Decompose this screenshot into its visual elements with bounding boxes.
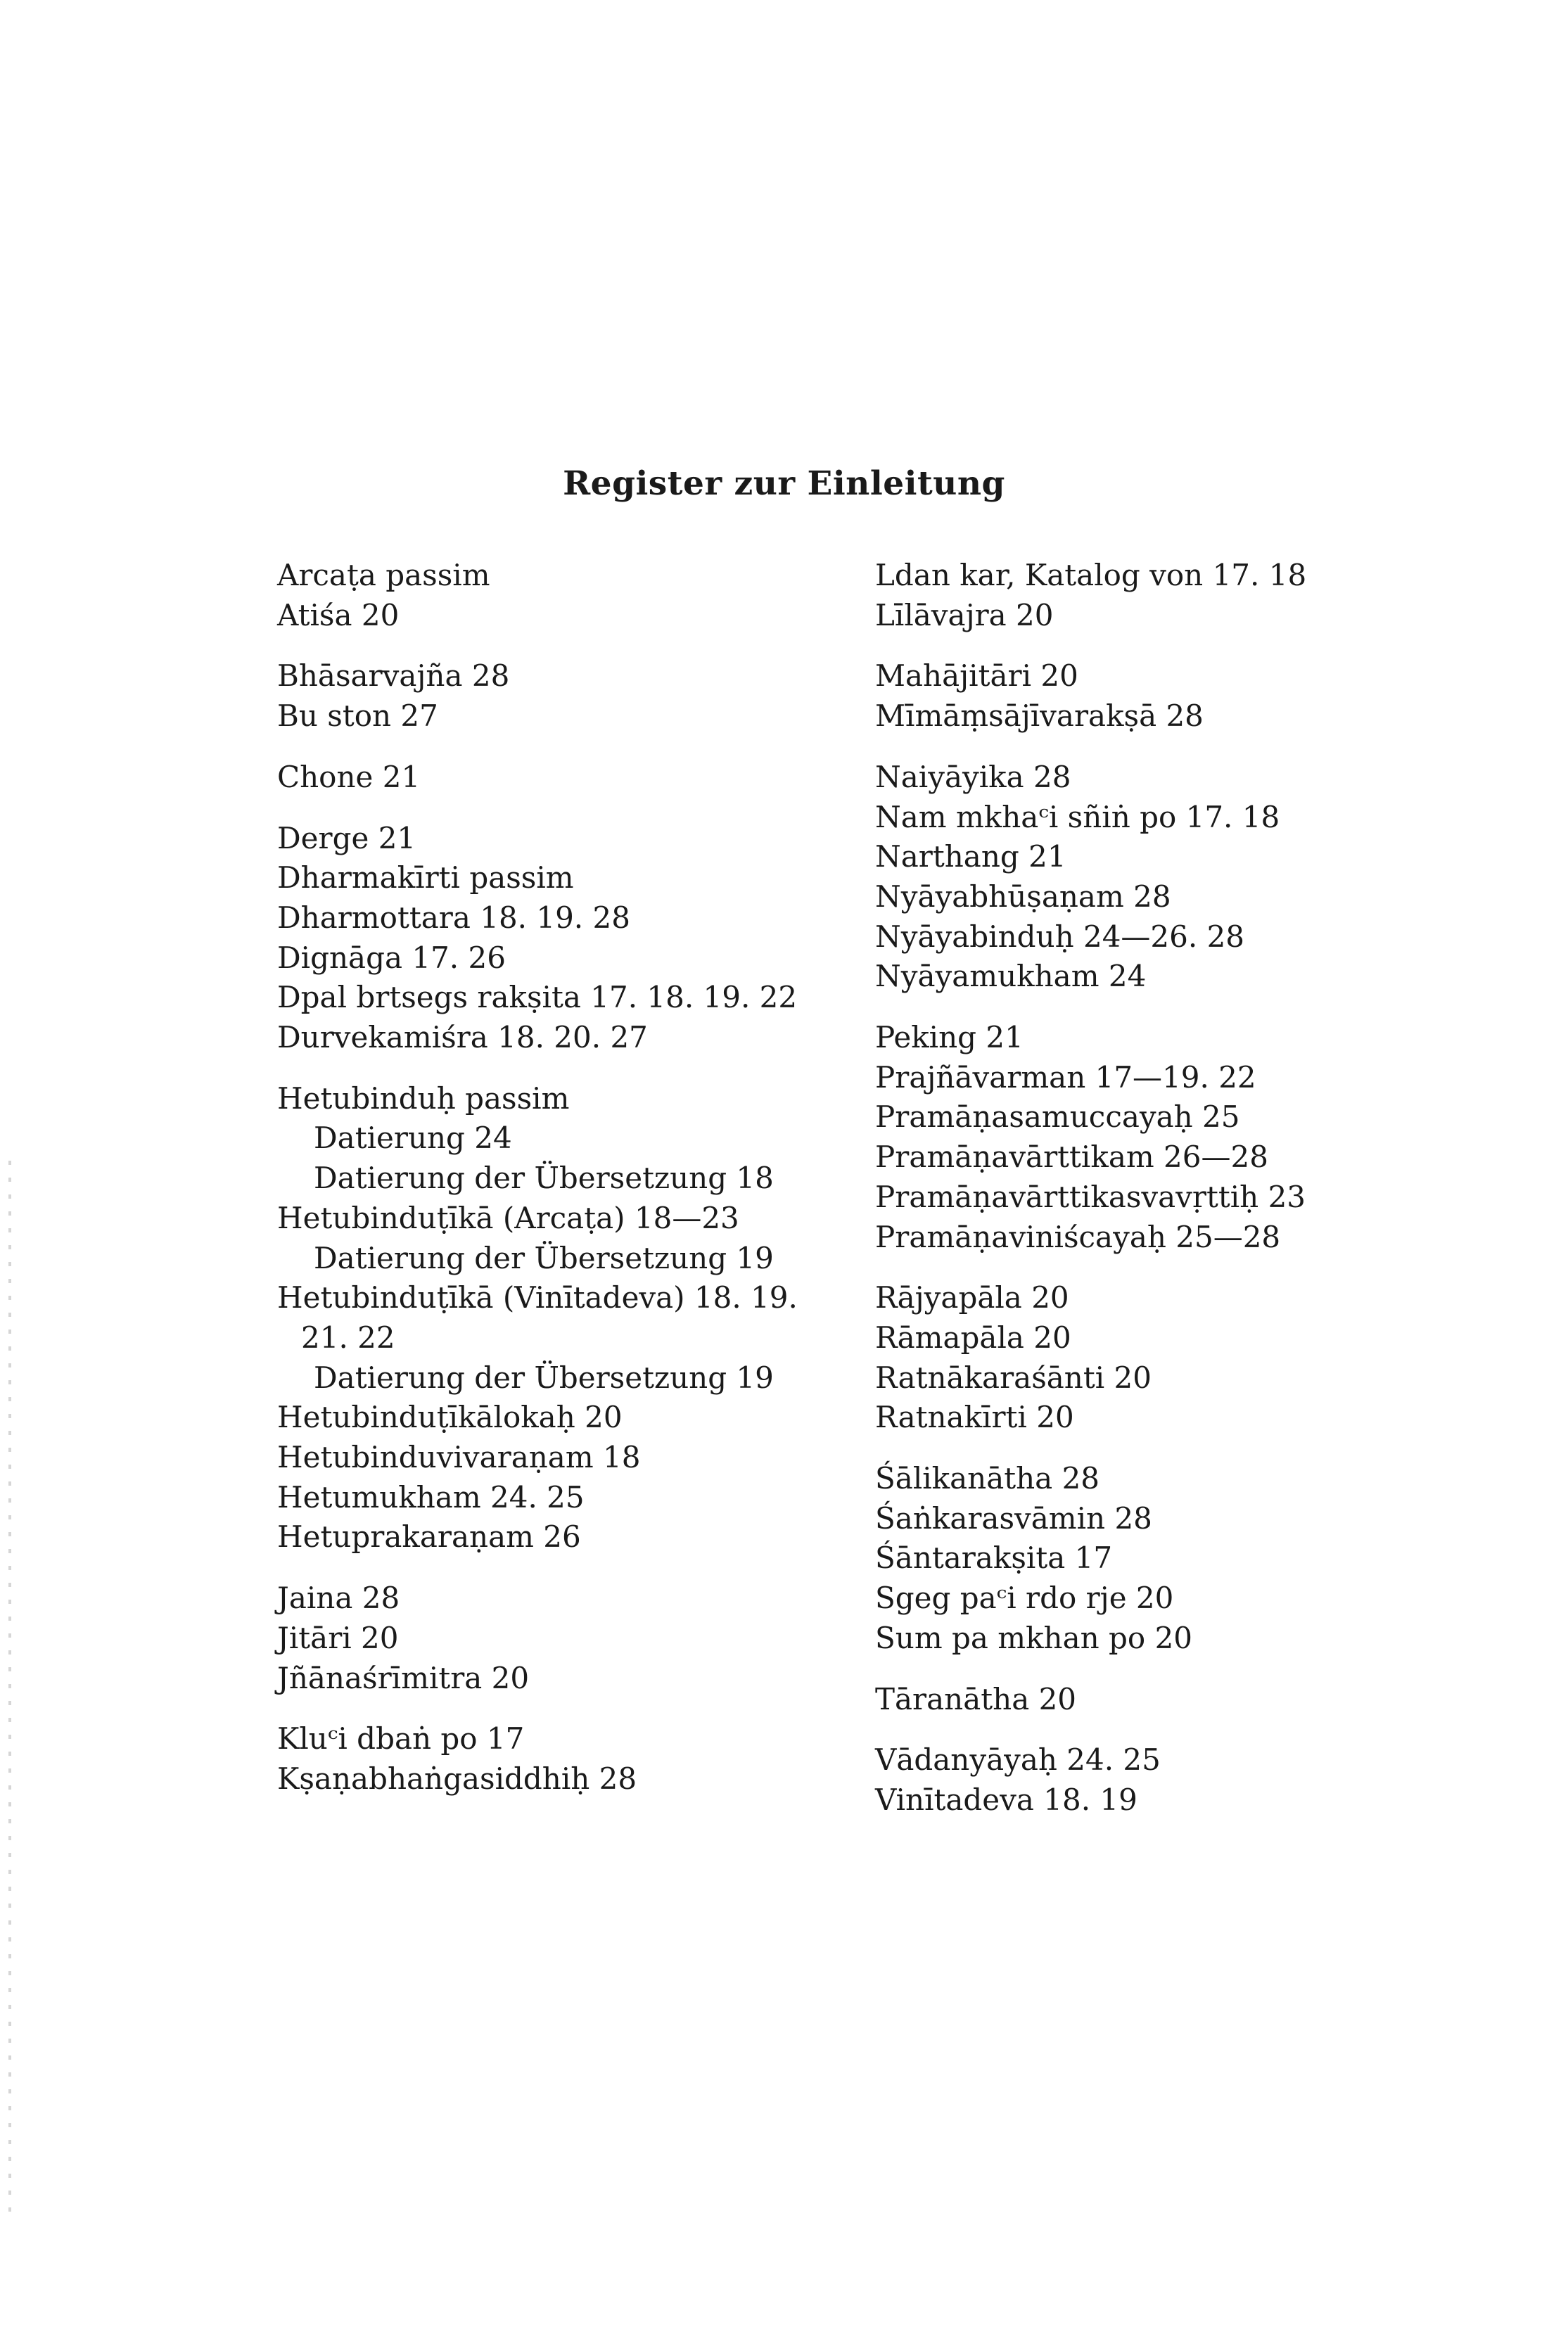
- index-entry: Pramāṇasamuccayaḥ 25: [875, 1099, 1240, 1135]
- index-entry: Dpal brtsegs rakṣita 17. 18. 19. 22: [277, 980, 798, 1015]
- index-entry: Mīmāṃsājīvarakṣā 28: [875, 699, 1204, 734]
- index-entry: Hetubinduṭīkālokaḥ 20: [277, 1400, 623, 1435]
- index-entry: Derge 21: [277, 820, 416, 855]
- index-entry: Naiyāyika 28: [875, 759, 1071, 794]
- index-group-right-4: [875, 1278, 1424, 1438]
- index-group-right-5: [875, 1459, 1424, 1659]
- index-entry: Pramāṇavārttikam 26—28: [875, 1140, 1268, 1175]
- index-column-right: [875, 556, 1424, 1842]
- index-group-left-6: [277, 1719, 868, 1799]
- index-entry: Atiśa 20: [277, 597, 400, 632]
- index-entry: Ratnakīrti 20: [875, 1400, 1074, 1435]
- index-group-right-0: [875, 556, 1424, 635]
- index-entry: Nam mkhaᶜi sñiṅ po 17. 18: [875, 799, 1280, 834]
- index-entry: Jaina 28: [277, 1581, 400, 1616]
- index-group-left-3: [277, 819, 868, 1058]
- index-entry: Narthang 21: [875, 839, 1066, 874]
- index-group-left-5: [277, 1579, 868, 1698]
- index-group-right-7: [875, 1740, 1424, 1820]
- index-entry: Vādanyāyaḥ 24. 25: [875, 1742, 1161, 1778]
- scan-edge-marks: [8, 1161, 11, 2216]
- index-entry: Sum pa mkhan po 20: [875, 1620, 1193, 1655]
- index-entry: Dharmottara 18. 19. 28: [277, 900, 630, 935]
- index-subentry: Datierung der Übersetzung 19: [314, 1360, 774, 1395]
- index-entry: Durvekamiśra 18. 20. 27: [277, 1020, 648, 1055]
- index-entry: Vinītadeva 18. 19: [875, 1782, 1137, 1817]
- index-entry: Prajñāvarman 17—19. 22: [875, 1059, 1256, 1095]
- index-group-left-4: [277, 1079, 868, 1557]
- index-entry: Hetubinduḥ passim: [277, 1080, 570, 1116]
- index-entry: Arcaṭa passim: [277, 558, 490, 592]
- index-entry: Ratnākaraśānti 20: [875, 1360, 1152, 1395]
- index-entry: Jitāri 20: [277, 1620, 399, 1655]
- index-group-left-0: [277, 556, 868, 635]
- index-entry: Kluᶜi dbaṅ po 17: [277, 1721, 525, 1757]
- index-entry: Dignāga 17. 26: [277, 940, 506, 975]
- index-column-left: [277, 556, 868, 1821]
- index-subentry: Datierung der Übersetzung 18: [314, 1161, 774, 1196]
- index-entry: Śālikanātha 28: [875, 1461, 1100, 1496]
- index-entry: Nyāyabinduḥ 24—26. 28: [875, 919, 1245, 954]
- index-entry: Ldan kar, Katalog von 17. 18: [875, 558, 1307, 592]
- index-entry: Hetubinduvivaraṇam 18: [277, 1440, 641, 1475]
- index-entry: Śāntarakṣita 17: [875, 1541, 1113, 1576]
- index-entry: Tāranātha 20: [875, 1681, 1077, 1716]
- index-entry: Sgeg paᶜi rdo rje 20: [875, 1581, 1174, 1616]
- index-entry: Jñānaśrīmitra 20: [277, 1660, 530, 1695]
- index-entry: Mahājitāri 20: [875, 658, 1078, 694]
- index-entry: Hetumukham 24. 25: [277, 1479, 585, 1515]
- index-entry: Peking 21: [875, 1020, 1024, 1055]
- index-entry: Dharmakīrti passim: [277, 860, 574, 895]
- index-entry: Chone 21: [277, 759, 421, 794]
- index-subentry: Datierung 24: [314, 1121, 512, 1156]
- index-entry: Rāmapāla 20: [875, 1320, 1071, 1355]
- index-entry: Pramāṇaviniścayaḥ 25—28: [875, 1219, 1281, 1254]
- index-entry: Līlāvajra 20: [875, 597, 1054, 632]
- page-title: Register zur Einleitung: [563, 464, 1005, 503]
- index-entry: Śaṅkarasvāmin 28: [875, 1500, 1152, 1536]
- index-entry: Nyāyamukham 24: [875, 959, 1147, 994]
- index-entry: Bu ston 27: [277, 699, 438, 734]
- index-subentry: 21. 22: [301, 1320, 395, 1355]
- index-entry: Hetuprakaraṇam 26: [277, 1519, 581, 1555]
- index-entry: Pramāṇavārttikasvavṛttiḥ 23: [875, 1179, 1306, 1214]
- index-entry: Kṣaṇabhaṅgasiddhiḥ 28: [277, 1761, 637, 1796]
- index-group-right-3: [875, 1018, 1424, 1257]
- index-entry: Hetubinduṭīkā (Arcaṭa) 18—23: [277, 1200, 739, 1235]
- index-entry: Nyāyabhūṣaṇam 28: [875, 879, 1171, 914]
- index-group-left-1: [277, 656, 868, 736]
- index-group-right-2: [875, 758, 1424, 997]
- index-subentry: Datierung der Übersetzung 19: [314, 1240, 774, 1275]
- index-entry: Hetubinduṭīkā (Vinītadeva) 18. 19.: [277, 1280, 798, 1315]
- index-entry: Bhāsarvajña 28: [277, 658, 510, 694]
- index-group-right-1: [875, 656, 1424, 736]
- index-group-right-6: [875, 1680, 1424, 1720]
- index-entry: Rājyapāla 20: [875, 1280, 1069, 1315]
- index-group-left-2: [277, 758, 868, 798]
